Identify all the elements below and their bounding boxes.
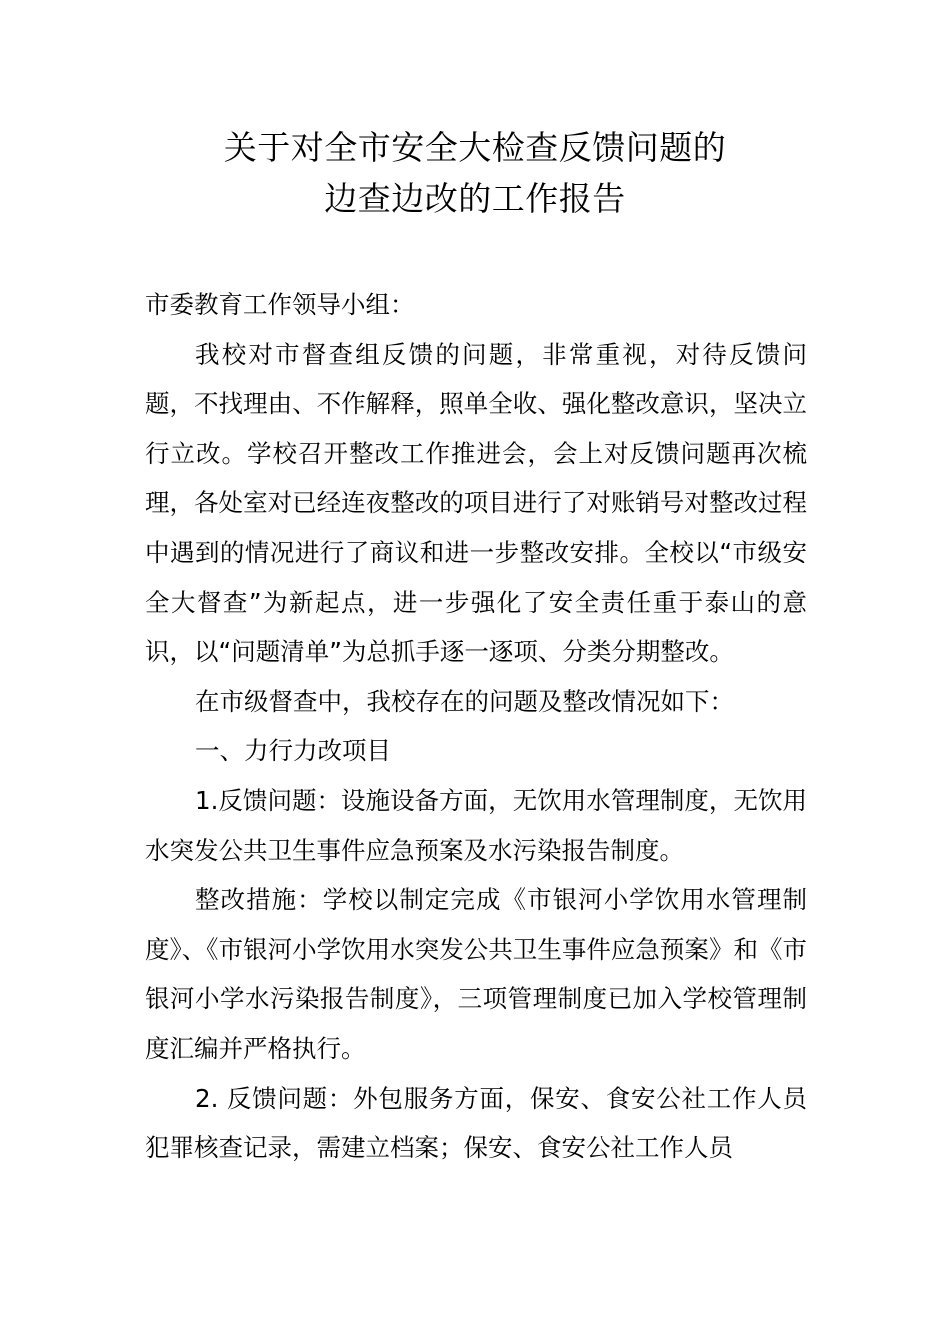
paragraph-measure-1: 整改措施：学校以制定完成《市银河小学饮用水管理制度》、《市银河小学饮用水突发公共卫生事件应急预案》和《市银河小学水污染报告制度》，三项管理制度已加入学校管理制度汇编并严格执行。 xyxy=(145,885,807,1063)
paragraph-issue-2: 2. 反馈问题：外包服务方面，保安、食安公社工作人员犯罪核查记录，需建立档案；保安、食安公社工作人员 xyxy=(145,1083,807,1163)
document-body xyxy=(145,280,807,1173)
paragraph-overview: 在市级督查中，我校存在的问题及整改情况如下： xyxy=(195,686,734,716)
salutation: 市委教育工作领导小组： xyxy=(145,290,415,319)
section-heading-1: 一、力行力改项目 xyxy=(195,736,391,766)
paragraph-intro: 我校对市督查组反馈的问题，非常重视，对待反馈问题，不找理由、不作解释，照单全收、强化整改意识，坚决立行立改。学校召开整改工作推进会，会上对反馈问题再次梳理，各处室对已经连夜整改的项目进行了对账销号对整改过程中遇到的情况进行了商议和进一步整改安排。全校以“市级安全大督查”为新起点，进一步强化了安全责任重于泰山的意识，以“问题清单”为总抓手逐一逐项、分类分期整改。 xyxy=(145,339,807,667)
paragraph-issue-1: 1.反馈问题：设施设备方面，无饮用水管理制度，无饮用水突发公共卫生事件应急预案及水污染报告制度。 xyxy=(145,785,807,865)
document-title-line-1: 关于对全市安全大检查反馈问题的 xyxy=(223,128,727,167)
document-title-line-2: 边查边改的工作报告 xyxy=(324,179,626,218)
